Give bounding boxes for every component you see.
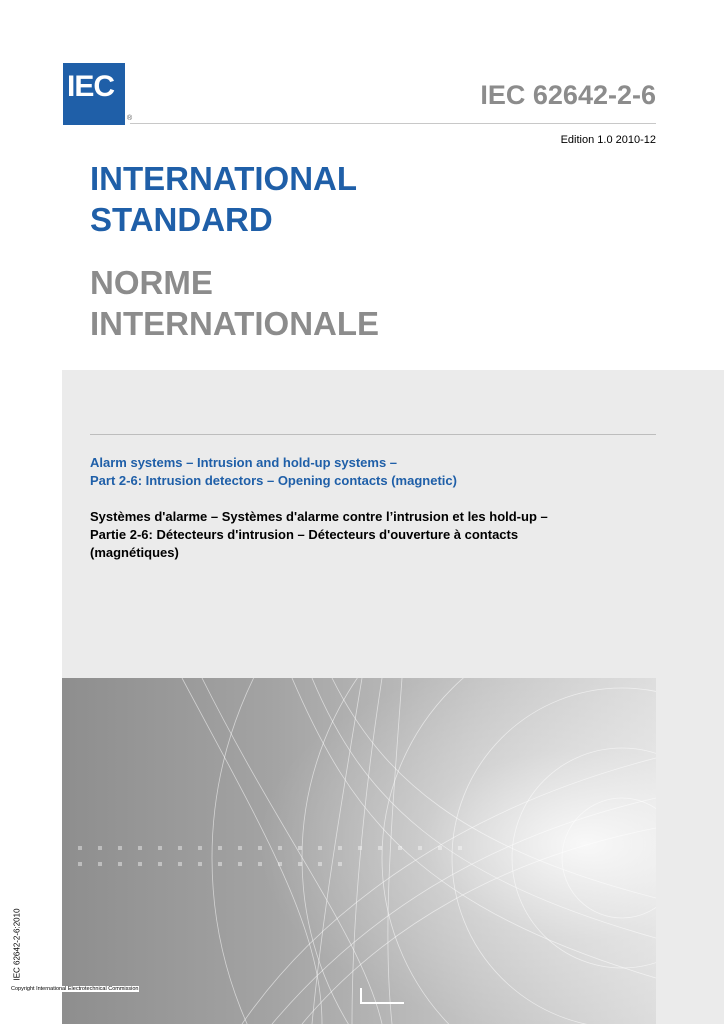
subtitle-fr-line2: Partie 2-6: Détecteurs d'intrusion – Détecteurs d'ouverture à contacts — [90, 527, 519, 542]
cover-artwork-svg — [62, 678, 656, 1024]
title-fr-line2: INTERNATIONALE — [90, 305, 380, 342]
subtitle-french — [90, 508, 650, 562]
title-english — [90, 158, 357, 240]
copyright-notice: Copyright International Electrotechnical Commission — [11, 986, 139, 992]
subtitle-fr-line1: Systèmes d'alarme – Systèmes d'alarme contre l’intrusion et les hold-up – — [90, 509, 548, 524]
panel-divider — [90, 434, 656, 435]
registered-mark: ® — [127, 115, 133, 122]
spine-reference: IEC 62642-2-6:2010 — [12, 908, 22, 981]
title-french — [90, 262, 379, 344]
title-fr-line1: NORME — [90, 264, 213, 301]
subtitle-english — [90, 454, 670, 490]
iec-logo-text: IEC — [67, 70, 115, 103]
header-divider — [130, 123, 656, 124]
title-en-line2: STANDARD — [90, 201, 273, 238]
subtitle-en-line1: Alarm systems – Intrusion and hold-up systems – — [90, 455, 398, 470]
standard-number: IEC 62642-2-6 — [480, 80, 656, 110]
edition-date: Edition 1.0 2010-12 — [560, 134, 656, 146]
subtitle-fr-line3: (magnétiques) — [90, 545, 179, 560]
cover-artwork — [62, 678, 656, 1024]
title-en-line1: INTERNATIONAL — [90, 160, 358, 197]
crop-mark — [360, 988, 404, 1004]
subtitle-en-line2: Part 2-6: Intrusion detectors – Opening contacts (magnetic) — [90, 473, 457, 488]
iec-logo — [63, 63, 133, 125]
